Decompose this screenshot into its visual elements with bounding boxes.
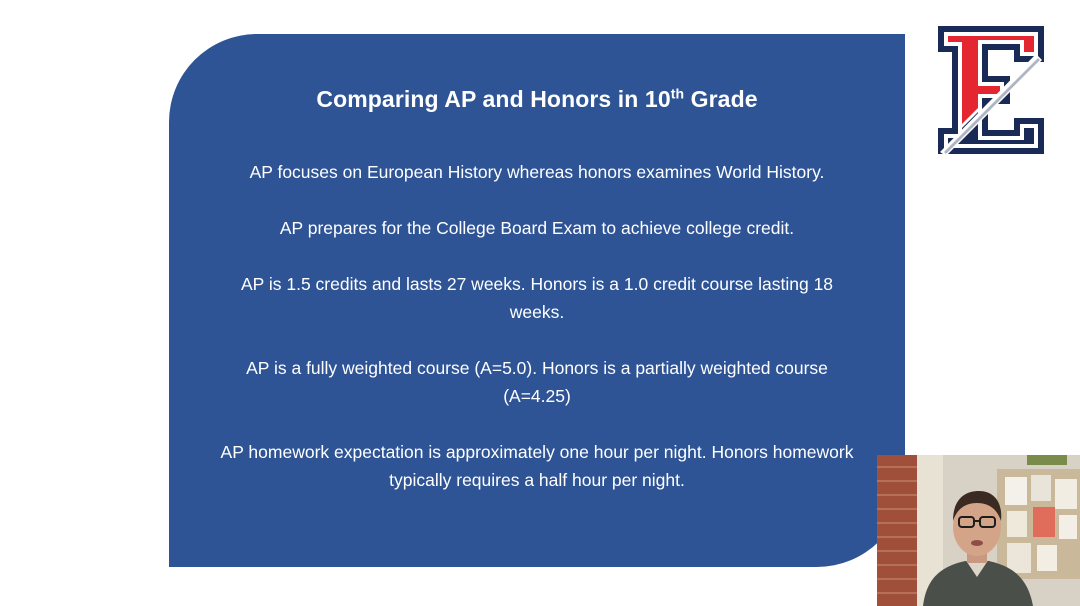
bullet-point-homework: AP homework expectation is approximately one hour per night. Honors homework typically requires a half hour per night. (220, 442, 854, 490)
bullet-point-history: AP focuses on European History whereas honors examines World History. (249, 162, 825, 182)
slide-title-main: Comparing AP and Honors in 10 (316, 86, 671, 112)
slide-title (169, 86, 905, 113)
bullet-point-weighting: AP is a fully weighted course (A=5.0). Honors is a partially weighted course (A=4.25) (246, 358, 828, 406)
content-panel (169, 34, 905, 567)
presenter-webcam-feed (877, 455, 1080, 606)
school-e-logo-icon (936, 24, 1046, 156)
bullet-point-exam: AP prepares for the College Board Exam to achieve college credit. (279, 218, 795, 238)
bullet-point-credits: AP is 1.5 credits and lasts 27 weeks. Honors is a 1.0 credit course lasting 18 weeks. (240, 274, 834, 322)
slide-title-superscript: th (670, 85, 685, 102)
slide-title-end: Grade (684, 86, 758, 112)
